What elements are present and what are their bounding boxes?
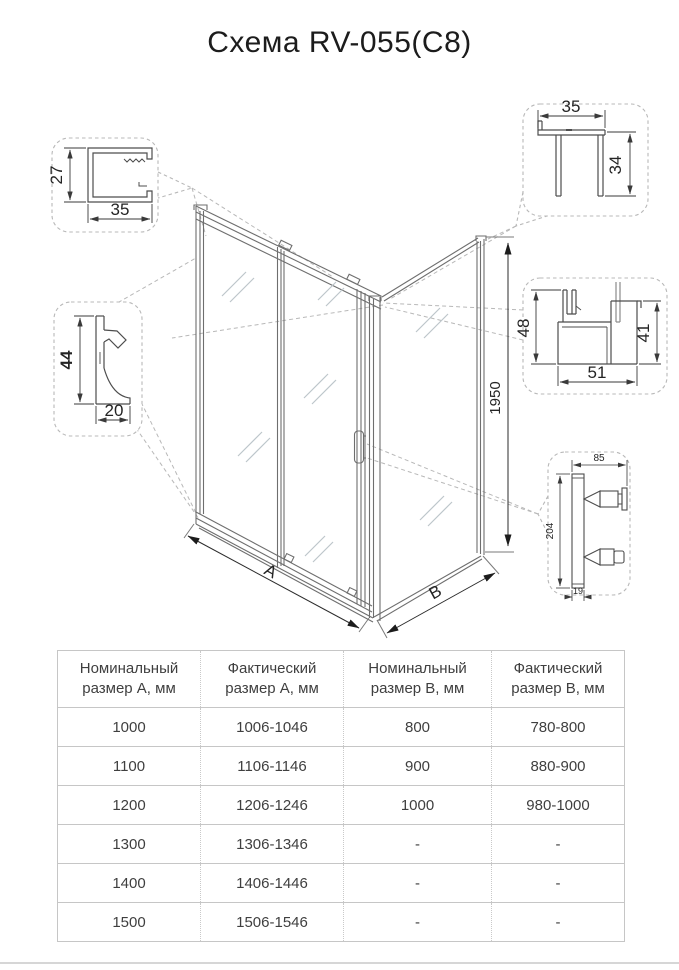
cell: 1500 <box>58 903 201 942</box>
cell: 1200 <box>58 786 201 825</box>
cell: 1000 <box>58 708 201 747</box>
bottom-rail-width-label: 51 <box>587 363 607 382</box>
top-track-width-label: 35 <box>110 200 130 219</box>
col-header-actual-a: Фактический размер A, мм <box>201 651 344 708</box>
wall-profile-height-label: 44 <box>57 350 76 370</box>
handle-depth-label: 85 <box>593 453 605 464</box>
cell: - <box>344 825 492 864</box>
door-handle <box>355 431 364 463</box>
door-roller <box>347 274 360 284</box>
handle-length-label: 204 <box>545 522 556 540</box>
table-row <box>58 864 625 903</box>
side-top-width-label: 35 <box>561 97 581 116</box>
cell: 1206-1246 <box>201 786 344 825</box>
cell: 1406-1446 <box>201 864 344 903</box>
table-row <box>58 786 625 825</box>
table-row <box>58 747 625 786</box>
width-dim-label: A <box>261 560 281 583</box>
page-bottom-divider <box>0 962 679 964</box>
main-dimensions <box>184 237 514 638</box>
size-table-header-row <box>58 651 625 708</box>
cell: 1106-1146 <box>201 747 344 786</box>
bottom-rail-left-height-label: 48 <box>514 318 533 338</box>
size-table <box>57 650 625 942</box>
cell: 800 <box>344 708 492 747</box>
table-row <box>58 903 625 942</box>
cell: - <box>492 825 625 864</box>
door-guide <box>347 588 357 597</box>
callout-leader-lines <box>112 188 538 519</box>
cell: 900 <box>344 747 492 786</box>
cell: 1006-1046 <box>201 708 344 747</box>
top-track-height-label: 27 <box>47 165 66 185</box>
main-drawing <box>194 205 486 622</box>
cell: 1100 <box>58 747 201 786</box>
bottom-rail-right-height-label: 41 <box>634 323 653 343</box>
cell: 880-900 <box>492 747 625 786</box>
glass-reflection-marks <box>222 272 452 562</box>
cell: 1400 <box>58 864 201 903</box>
cell: - <box>344 864 492 903</box>
bubble-top-track-tail <box>158 172 192 198</box>
cell: 1300 <box>58 825 201 864</box>
cell: - <box>344 903 492 942</box>
handle-width-label: 19 <box>572 586 584 596</box>
cell: 1506-1546 <box>201 903 344 942</box>
height-dim-label: 1950 <box>487 381 504 415</box>
cell: - <box>492 864 625 903</box>
cell: 1306-1346 <box>201 825 344 864</box>
cell: 980-1000 <box>492 786 625 825</box>
table-row <box>58 825 625 864</box>
cell: 1000 <box>344 786 492 825</box>
table-row <box>58 708 625 747</box>
col-header-nominal-a: Номинальный размер A, мм <box>58 651 201 708</box>
door-roller <box>279 240 292 250</box>
wall-profile-width-label: 20 <box>104 401 124 420</box>
door-guide <box>284 554 294 563</box>
bubble-top-track <box>52 138 158 232</box>
depth-dim-label: B <box>425 581 445 604</box>
cell: - <box>492 903 625 942</box>
page-title: Схема RV-055(C8) <box>207 26 472 59</box>
col-header-actual-b: Фактический размер B, мм <box>492 651 625 708</box>
cell: 780-800 <box>492 708 625 747</box>
side-top-height-label: 34 <box>606 155 625 175</box>
callout-bubbles <box>52 104 667 595</box>
col-header-nominal-b: Номинальный размер B, мм <box>344 651 492 708</box>
